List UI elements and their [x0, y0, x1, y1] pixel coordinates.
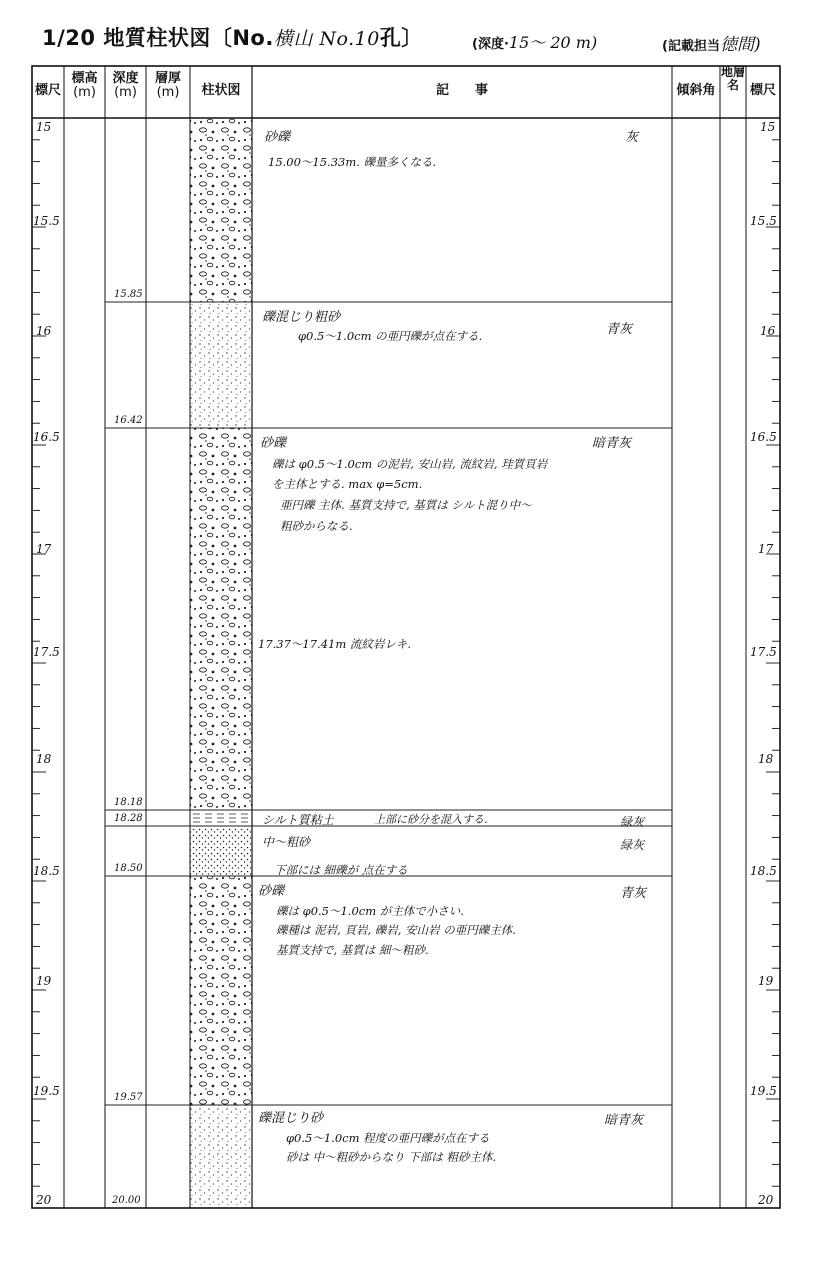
col-header-dip: 傾斜角: [676, 83, 716, 98]
layer-name: 砂礫: [258, 884, 285, 899]
layer-note: 礫種は 泥岩, 頁岩, 礫岩, 安山岩 の亜円礫主体.: [276, 923, 516, 937]
layer-color: 青灰: [620, 886, 647, 901]
scale-mark-right: 18.5: [750, 864, 777, 878]
col-header-elevation-label: 標高: [71, 71, 98, 86]
depth-value: 15.85: [114, 289, 143, 300]
col-header-elevation: [64, 72, 105, 100]
layer-note: 礫は φ0.5～1.0cm が主体で小さい.: [276, 904, 464, 918]
title-prefix: 地質柱状図〔No.: [103, 26, 274, 50]
layer-name: 礫混じり粗砂: [262, 310, 341, 325]
scale-mark-right: 17.5: [750, 645, 777, 659]
layer-note: 砂は 中～粗砂からなり 下部は 粗砂主体.: [286, 1150, 497, 1164]
scale-mark-left: 15: [36, 120, 52, 134]
scale-mark-right: 19.5: [750, 1084, 777, 1098]
boring-number: 横山 No.10: [273, 28, 380, 50]
layer-note: 基質支持で, 基質は 細～粗砂.: [276, 943, 429, 957]
scale-mark-right: 19: [758, 974, 774, 988]
title-suffix: 孔〕: [379, 26, 423, 50]
scale-mark-right: 18: [758, 752, 774, 766]
layer-note: 上部に砂分を混入する.: [374, 813, 488, 826]
layer-color: 暗青灰: [592, 436, 632, 451]
scale-mark-right: 15.5: [750, 214, 777, 228]
depth-range-label: (深度·: [472, 37, 509, 52]
scale-mark-left: 19: [36, 974, 52, 988]
pattern-gravel-1: [190, 118, 252, 302]
layer-name: 中～粗砂: [262, 835, 311, 849]
layer-name: シルト質粘土: [262, 813, 334, 827]
scale-mark-left: 18.5: [33, 864, 60, 878]
scale-mark-left: 19.5: [33, 1084, 60, 1098]
col-header-depth: [105, 72, 146, 100]
col-header-elevation-unit: (m): [73, 85, 96, 100]
depth-range-value: 15～ 20 m): [508, 33, 598, 52]
layer-note: 亜円礫 主体. 基質支持で, 基質は シルト混り中～: [280, 498, 532, 512]
layer-note: 15.00～15.33m. 礫量多くなる.: [268, 155, 437, 169]
writer-name: 徳間): [719, 35, 761, 55]
pattern-silty-clay: [190, 810, 252, 826]
layer-color: 灰: [625, 130, 639, 145]
col-header-thickness-label: 層厚: [154, 71, 181, 86]
layer-note: φ0.5～1.0cm 程度の亜円礫が点在する: [286, 1131, 490, 1145]
layer-color: 青灰: [606, 322, 633, 337]
scale-mark-left: 17: [36, 542, 52, 556]
col-header-formation: 地層名: [721, 65, 746, 92]
depth-value: 18.18: [114, 797, 143, 808]
scale-mark-right: 16.5: [750, 430, 777, 444]
pattern-medium-coarse-sand: [190, 826, 252, 876]
scale-mark-left: 20: [36, 1193, 52, 1207]
layer-name: 礫混じり砂: [258, 1111, 324, 1126]
scale-mark-left: 18: [36, 752, 52, 766]
scale-mark-left: 16: [36, 324, 52, 338]
pattern-gravelly-sand-1: [190, 302, 252, 428]
layer-note: 下部には 細礫が 点在する: [274, 863, 408, 877]
scale-mark-right: 17: [758, 542, 774, 556]
depth-value: 18.50: [114, 863, 143, 874]
layer-color: 緑灰: [620, 815, 645, 829]
col-header-thickness-unit: (m): [156, 85, 180, 100]
depth-value: 18.28: [114, 813, 143, 824]
col-header-depth-label: 深度: [112, 71, 139, 86]
col-header-description: 記 事: [435, 83, 488, 98]
scale-mark-left: 17.5: [33, 645, 60, 659]
layer-note: 17.37～17.41m 流紋岩レキ.: [258, 637, 412, 651]
scale-mark-left: 15.5: [33, 214, 60, 228]
depth-value: 20.00: [112, 1195, 141, 1206]
layer-note: 粗砂からなる.: [280, 519, 353, 533]
col-header-scale-right: 標尺: [749, 83, 776, 98]
layer-note: を主体とする. max φ=5cm.: [272, 477, 423, 491]
col-header-thickness: [146, 72, 190, 100]
layer-name: 砂礫: [264, 130, 291, 145]
scale-mark-left: 16.5: [33, 430, 60, 444]
writer-label: (記載担当: [662, 39, 720, 54]
pattern-gravelly-sand-2: [190, 1105, 252, 1208]
col-header-depth-unit: (m): [114, 85, 137, 100]
col-header-scale: 標尺: [34, 83, 61, 98]
scale-ratio: 1/20: [42, 26, 96, 50]
layer-color: 緑灰: [620, 838, 645, 852]
depth-value: 16.42: [114, 415, 143, 426]
layer-color: 暗青灰: [604, 1113, 644, 1128]
layer-note: 礫は φ0.5～1.0cm の泥岩, 安山岩, 流紋岩, 珪質頁岩: [272, 457, 548, 471]
scale-mark-right: 20: [758, 1193, 774, 1207]
layer-name: 砂礫: [260, 436, 287, 451]
scale-mark-right: 16: [760, 324, 776, 338]
layer-note: φ0.5～1.0cm の亜円礫が点在する.: [298, 329, 483, 343]
depth-value: 19.57: [114, 1092, 143, 1103]
pattern-gravel-3: [190, 876, 252, 1105]
scale-mark-right: 15: [760, 120, 776, 134]
pattern-gravel-2: [190, 428, 252, 810]
col-header-column-chart: 柱状図: [201, 83, 241, 98]
